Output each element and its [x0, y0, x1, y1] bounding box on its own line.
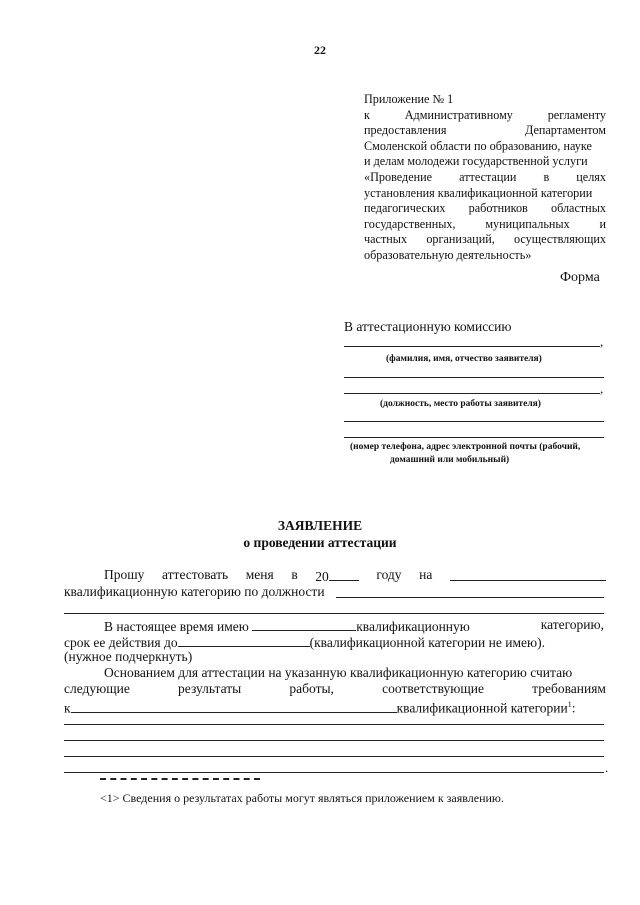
appendix-word: регламенту [547, 107, 606, 122]
word: на [419, 567, 433, 582]
para1-text: квалификационную категорию по должности [64, 584, 325, 599]
appendix-word: Приложение № 1 [364, 92, 454, 106]
appendix-word: Смоленской области по образованию, науке [364, 138, 592, 153]
appendix-word: педагогических [364, 201, 446, 216]
word: меня [245, 567, 274, 582]
word: в [291, 567, 298, 582]
fio-line[interactable] [344, 346, 600, 347]
para2-w1: В настоящее время имею квалификационную [104, 619, 470, 634]
position-line-1[interactable] [344, 377, 604, 378]
current-category-field[interactable] [252, 617, 356, 631]
appendix-line [364, 232, 606, 248]
appendix-line [364, 170, 606, 186]
appendix-word: и делам молодежи государственной услуги [364, 154, 588, 169]
position-comma: , [600, 381, 604, 396]
footnote-mark: 1 [567, 700, 572, 709]
results-line-4[interactable] [64, 772, 604, 773]
contacts-line-2[interactable] [344, 437, 604, 438]
appendix-word: в [543, 169, 550, 184]
para1-line2 [64, 584, 325, 600]
fio-comma: , [600, 334, 604, 349]
category-field[interactable] [450, 567, 606, 581]
appendix-word: муниципальных [485, 216, 570, 231]
para3-line3: к квалификационной категории$^1$: [64, 700, 576, 716]
results-line-1[interactable] [64, 724, 604, 725]
appendix-line [364, 217, 606, 233]
para2-line2: срок ее действия до (квалификационной категории не имею). [64, 635, 545, 650]
appendix-line [364, 154, 606, 170]
position-caption: (должность, место работы заявителя) [380, 399, 541, 409]
appendix-header [364, 92, 606, 264]
footnote: <1> Сведения о результатах работы могут являться приложением к заявлению. [100, 791, 504, 805]
word: 20 [315, 569, 329, 584]
appendix-word: целях [576, 169, 606, 184]
appendix-word: установления квалификационной категории [364, 185, 593, 200]
fio-caption: (фамилия, имя, отчество заявителя) [386, 354, 542, 364]
position-field-2[interactable] [64, 613, 604, 614]
appendix-word: организаций, [426, 232, 495, 247]
appendix-word: осуществляющих [514, 232, 606, 247]
para3-line2: следующие результаты работы, соответствующие требованиям [64, 681, 606, 696]
appendix-line [364, 92, 606, 108]
requirements-field[interactable] [71, 699, 397, 713]
year-prefix [315, 567, 359, 585]
year-field[interactable] [329, 567, 359, 581]
para2-line3: (нужное подчеркнуть) [64, 649, 193, 664]
appendix-word: Административному [404, 107, 513, 122]
position-field[interactable] [336, 597, 604, 598]
appendix-word: аттестации [459, 169, 517, 184]
appendix-word: и [599, 216, 606, 231]
contacts-caption-2: домашний или мобильный) [390, 455, 510, 465]
title: ЗАЯВЛЕНИЕ [277, 518, 363, 533]
contacts-caption-1: (номер телефона, адрес электронной почты (рабочий, [350, 442, 581, 452]
para2-w3: категорию, [540, 617, 604, 632]
footnote-separator [100, 778, 260, 780]
appendix-word: областных [550, 201, 606, 216]
appendix-word: Департаментом [524, 123, 606, 138]
appendix-word: образовательную деятельность» [364, 247, 532, 262]
position-line-2[interactable] [344, 393, 600, 394]
form-label: Форма [560, 270, 600, 285]
subtitle: о проведении аттестации [243, 535, 397, 550]
page-number: 22 [314, 43, 326, 57]
addressee: В аттестационную комиссию [344, 319, 512, 334]
document-title [0, 517, 640, 551]
results-period: . [605, 760, 609, 775]
appendix-word: государственных, [364, 216, 456, 231]
validity-date-field[interactable] [178, 633, 310, 647]
appendix-word: к [364, 107, 370, 122]
word: аттестовать [162, 567, 229, 582]
appendix-word: частных [364, 232, 408, 247]
appendix-line [364, 186, 606, 202]
contacts-line-1[interactable] [344, 421, 604, 422]
appendix-line [364, 201, 606, 217]
appendix-word: «Проведение [364, 169, 433, 184]
appendix-line [364, 108, 606, 124]
para1-line1 [104, 567, 606, 585]
appendix-line [364, 248, 606, 264]
word: году [376, 567, 402, 582]
word: Прошу [104, 567, 145, 582]
para3-line1: Основанием для аттестации на указанную квалификационную категорию считаю [104, 665, 573, 680]
appendix-line [364, 139, 606, 155]
appendix-word: предоставления [364, 123, 447, 138]
appendix-line [364, 123, 606, 139]
appendix-word: работников [468, 201, 528, 216]
results-line-2[interactable] [64, 740, 604, 741]
results-line-3[interactable] [64, 756, 604, 757]
